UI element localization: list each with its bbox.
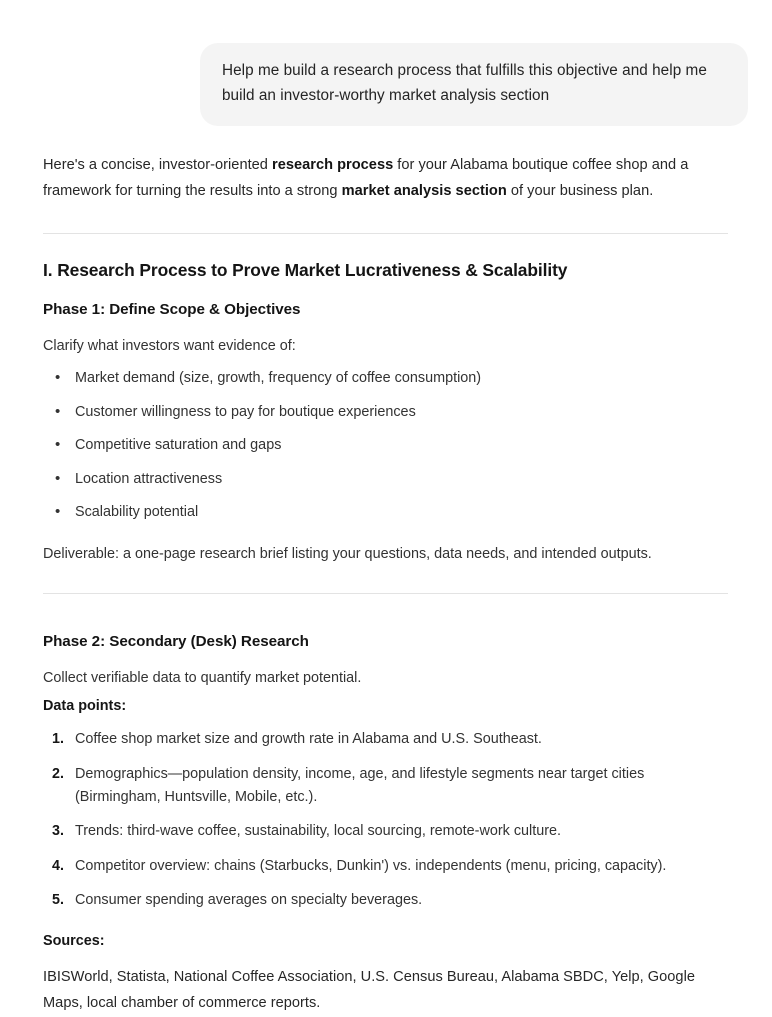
list-item: • Location attractiveness bbox=[43, 469, 728, 491]
intro-paragraph bbox=[43, 152, 728, 205]
phase-2-heading: Phase 2: Secondary (Desk) Research bbox=[43, 633, 309, 651]
intro-text-part3: of your business plan. bbox=[506, 183, 654, 200]
data-points-label: Data points: bbox=[43, 697, 127, 714]
intro-bold-research-process: research process bbox=[272, 156, 394, 173]
list-item: • Scalability potential bbox=[43, 502, 728, 524]
intro-text-part1: Here's a concise, investor-oriented bbox=[43, 156, 273, 173]
intro-text-part2: for your Alabama boutique coffee shop and a framework for turning the results into a strong bbox=[43, 156, 689, 200]
sources-text: IBISWorld, Statista, National Coffee Association, U.S. Census Bureau, Alabama SBDC, Yelp, Google Maps, local chamber of commerce reports. bbox=[43, 968, 695, 1012]
sources-label: Sources: bbox=[43, 933, 105, 950]
list-item: Demographics—population density, income, age, and lifestyle segments near target cities (Birmingham, Huntsville, Mobile, etc.). bbox=[75, 765, 645, 805]
phase-2-lead-text: Collect verifiable data to quantify market potential. bbox=[43, 670, 362, 687]
spacer bbox=[43, 912, 728, 931]
list-item: • Market demand (size, growth, frequency of coffee consumption) bbox=[43, 368, 728, 390]
phase-1-deliverable: Deliverable: a one-page research brief listing your questions, data needs, and intended outputs. bbox=[43, 546, 652, 562]
list-item: • Customer willingness to pay for boutique experiences bbox=[43, 402, 728, 424]
spacer bbox=[43, 620, 728, 633]
user-message-bubble[interactable]: Help me build a research process that fulfills this objective and help me build an investor-worthy market analysis section bbox=[200, 43, 748, 126]
list-item: Coffee shop market size and growth rate in Alabama and U.S. Southeast. bbox=[75, 731, 542, 748]
spacer bbox=[43, 524, 728, 543]
section-heading-research-process: I. Research Process to Prove Market Lucrativeness & Scalability bbox=[43, 259, 568, 280]
list-item: Consumer spending averages on specialty beverages. bbox=[75, 891, 423, 908]
intro-bold-market-analysis: market analysis section bbox=[341, 183, 507, 200]
list-item: Trends: third-wave coffee, sustainability, local sourcing, remote-work culture. bbox=[75, 823, 562, 840]
phase-1-heading: Phase 1: Define Scope & Objectives bbox=[43, 300, 301, 318]
user-message-row bbox=[0, 0, 772, 126]
phase-1-lead-text: Clarify what investors want evidence of: bbox=[43, 337, 296, 354]
divider-middle bbox=[43, 593, 728, 594]
list-item: Competitor overview: chains (Starbucks, Dunkin') vs. independents (menu, pricing, capacity). bbox=[75, 857, 667, 874]
phase-2-data-points-list bbox=[43, 728, 728, 912]
assistant-message bbox=[0, 152, 772, 1017]
list-item: • Competitive saturation and gaps bbox=[43, 435, 728, 457]
divider-top bbox=[43, 233, 728, 234]
phase-1-bullet-list bbox=[43, 368, 728, 524]
